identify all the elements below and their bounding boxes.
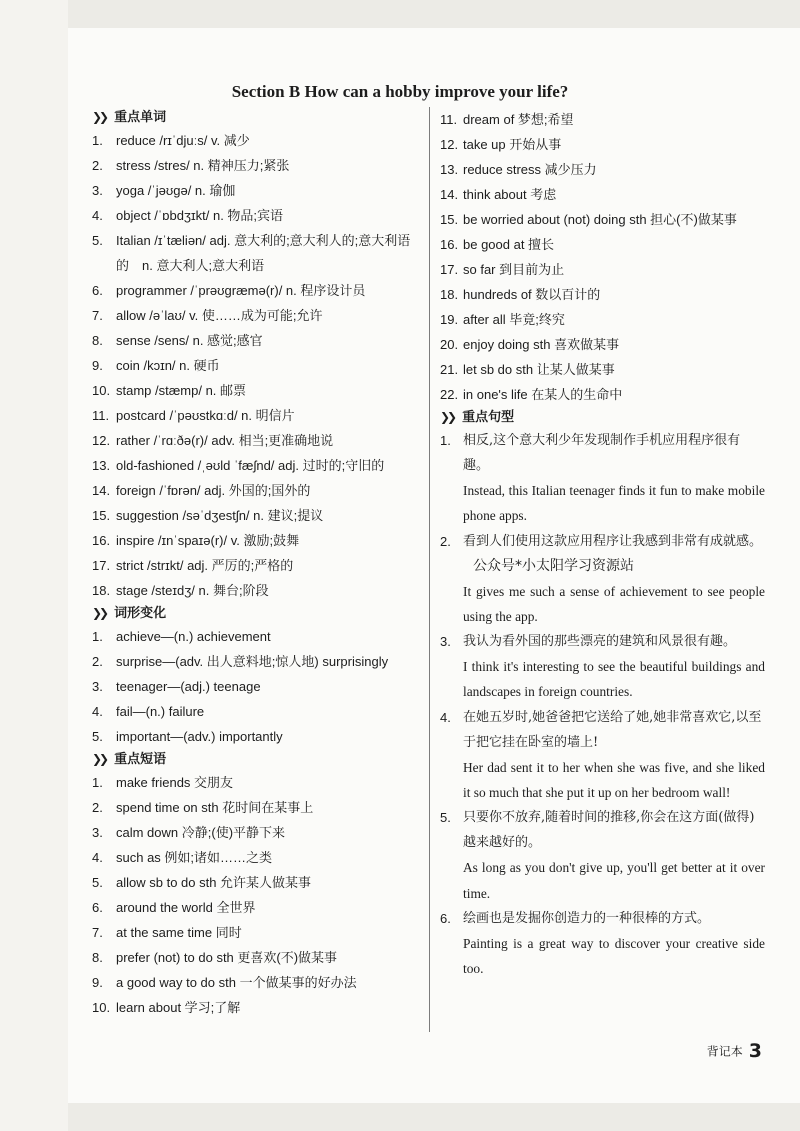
list-item: 3. yoga /ˈjəʊɡə/ n. 瑜伽 <box>92 183 236 198</box>
double-chevron-icon: ❯❯ <box>440 410 455 424</box>
sentence-en: As long as you don't give up, you'll get better at it over time. <box>463 860 765 901</box>
list-item: 9. a good way to do sth 一个做某事的好办法 <box>92 975 357 990</box>
list-item: 5. important—(adv.) importantly <box>92 729 283 744</box>
list-item: 5. allow sb to do sth 允许某人做某事 <box>92 875 312 890</box>
list-item: 2. surprise—(adv. 出人意料地;惊人地) surprisingly <box>92 654 389 669</box>
sentence-zh: 只要你不放弃,随着时间的推移,你会在这方面(做得)越来越好的。 <box>463 810 755 851</box>
list-item: 1. make friends 交朋友 <box>92 775 234 790</box>
sentence-zh: 相反,这个意大利少年发现制作手机应用程序很有趣。 <box>463 433 741 473</box>
list-item: 3. teenager—(adj.) teenage <box>92 679 261 694</box>
list-item: 7. allow /əˈlaʊ/ v. 使……成为可能;允许 <box>92 308 323 323</box>
list-item: 2. spend time on sth 花时间在某事上 <box>92 800 314 815</box>
double-chevron-icon: ❯❯ <box>92 752 107 766</box>
list-item: 8. prefer (not) to do sth 更喜欢(不)做某事 <box>92 950 338 965</box>
section-heading: ❯❯ 重点短语 <box>92 752 167 767</box>
page-footer <box>707 1040 762 1062</box>
list-item: 16. be good at 擅长 <box>440 237 555 252</box>
list-item: 18. stage /steɪdʒ/ n. 舞台;阶段 <box>92 583 269 598</box>
scan-bottom-band <box>68 1103 800 1131</box>
column-divider <box>429 107 430 1032</box>
list-item: 13. old-fashioned /ˌəʊld ˈfæʃnd/ adj. 过时的;守旧的 <box>92 458 385 473</box>
list-item: 2. stress /stres/ n. 精神压力;紧张 <box>92 158 290 173</box>
sentence-en: Instead, this Italian teenager finds it fun to make mobile phone apps. <box>463 483 765 524</box>
list-item: 11. postcard /ˈpəʊstkɑːd/ n. 明信片 <box>92 408 295 423</box>
double-chevron-icon: ❯❯ <box>92 110 107 124</box>
sentence-en: It gives me such a sense of achievement to see people using the app. <box>463 583 765 624</box>
list-item: 1. reduce /rɪˈdjuːs/ v. 减少 <box>92 133 250 148</box>
double-chevron-icon: ❯❯ <box>92 606 107 620</box>
watermark-note: 公众号*小太阳学习资源站 <box>473 557 634 574</box>
list-item: 19. after all 毕竟;终究 <box>440 312 565 327</box>
list-item: 4. fail—(n.) failure <box>92 704 205 719</box>
list-item: 3. calm down 冷静;(使)平静下来 <box>92 825 286 840</box>
sentence-zh: 看到人们使用这款应用程序让我感到非常有成就感。公众号*小太阳学习资源站 <box>463 533 763 574</box>
list-item: 12. take up 开始从事 <box>440 137 562 152</box>
list-item: 20. enjoy doing sth 喜欢做某事 <box>440 337 620 352</box>
list-item: 9. coin /kɔɪn/ n. 硬币 <box>92 358 220 373</box>
list-item: 13. reduce stress 减少压力 <box>440 162 597 177</box>
left-column <box>92 107 422 1020</box>
sentence-en: Painting is a great way to discover your creative side too. <box>463 935 765 977</box>
list-item: 17. so far 到目前为止 <box>440 262 565 277</box>
list-item: 17. strict /strɪkt/ adj. 严厉的;严格的 <box>92 558 294 573</box>
list-item: 15. be worried about (not) doing sth 担心(不)做某事 <box>440 212 737 227</box>
sentence-item: 4. 在她五岁时,她爸爸把它送给了她,她非常喜欢它,以至于把它挂在卧室的墙上! Her dad sent it to her when she was five, and she liked it so much that she put it up on her bedroom wall! <box>440 705 765 806</box>
footer-label: 背记本 <box>706 1044 743 1059</box>
sentence-zh: 在她五岁时,她爸爸把它送给了她,她非常喜欢它,以至于把它挂在卧室的墙上! <box>463 709 762 750</box>
list-item: 4. object /ˈɒbdʒɪkt/ n. 物品;宾语 <box>92 208 284 223</box>
sentence-en: Her dad sent it to her when she was five, and she liked it so much that she put it up on her bedroom wall! <box>463 759 765 801</box>
list-item: 21. let sb do sth 让某人做某事 <box>440 362 615 377</box>
list-item: 6. around the world 全世界 <box>92 900 256 915</box>
scan-top-band <box>68 0 800 28</box>
list-item: 1. achieve—(n.) achievement <box>92 629 271 644</box>
list-item: 7. at the same time 同时 <box>92 925 242 940</box>
page-title: Section B How can a hobby improve your life? <box>231 82 569 101</box>
page-number: 3 <box>748 1040 762 1062</box>
sentence-zh: 我认为看外国的那些漂亮的建筑和风景很有趣。 <box>463 634 737 650</box>
sentence-zh: 绘画也是发掘你创造力的一种很棒的方式。 <box>463 910 711 926</box>
list-item: 5. Italian /ɪˈtæliən/ adj. 意大利的;意大利人的;意大利语的 n. 意大利人;意大利语 <box>92 233 411 273</box>
list-item: 22. in one's life 在某人的生命中 <box>440 387 623 402</box>
sentence-item: 3. 我认为看外国的那些漂亮的建筑和风景很有趣。 I think it's interesting to see the beautiful buildings and landscapes in foreign countries. <box>440 629 765 705</box>
sentence-item: 6. 绘画也是发掘你创造力的一种很棒的方式。 Painting is a great way to discover your creative side too. <box>440 906 765 982</box>
list-item: 4. such as 例如;诸如……之类 <box>92 850 273 865</box>
sentence-en: I think it's interesting to see the beautiful buildings and landscapes in foreign countries. <box>463 659 765 700</box>
section-heading: ❯❯ 词形变化 <box>92 606 167 621</box>
sentence-item: 5. 只要你不放弃,随着时间的推移,你会在这方面(做得)越来越好的。 As long as you don't give up, you'll get better at it over time. <box>440 805 765 906</box>
section-heading: ❯❯ 重点单词 <box>92 110 167 125</box>
list-item: 10. learn about 学习;了解 <box>92 1000 241 1015</box>
list-item: 18. hundreds of 数以百计的 <box>440 287 601 302</box>
section-heading: ❯❯ 重点句型 <box>440 410 515 425</box>
list-item: 8. sense /sens/ n. 感觉;感官 <box>92 333 263 348</box>
list-item: 16. inspire /ɪnˈspaɪə(r)/ v. 激励;鼓舞 <box>92 533 300 548</box>
list-item: 14. foreign /ˈfɒrən/ adj. 外国的;国外的 <box>92 483 311 498</box>
list-item: 6. programmer /ˈprəʊɡræmə(r)/ n. 程序设计员 <box>92 283 366 298</box>
list-item: 11. dream of 梦想;希望 <box>440 112 574 127</box>
list-item: 12. rather /ˈrɑːðə(r)/ adv. 相当;更准确地说 <box>92 433 334 448</box>
right-column <box>440 107 765 982</box>
list-item: 10. stamp /stæmp/ n. 邮票 <box>92 383 247 398</box>
sentence-item: 1. 相反,这个意大利少年发现制作手机应用程序很有趣。 Instead, this Italian teenager finds it fun to make mobile phone apps. <box>440 428 765 529</box>
list-item: 14. think about 考虑 <box>440 187 557 202</box>
list-item: 15. suggestion /səˈdʒestʃn/ n. 建议;提议 <box>92 508 324 523</box>
sentence-item: 2. 看到人们使用这款应用程序让我感到非常有成就感。公众号*小太阳学习资源站 It gives me such a sense of achievement to see people using the app. <box>440 529 765 630</box>
